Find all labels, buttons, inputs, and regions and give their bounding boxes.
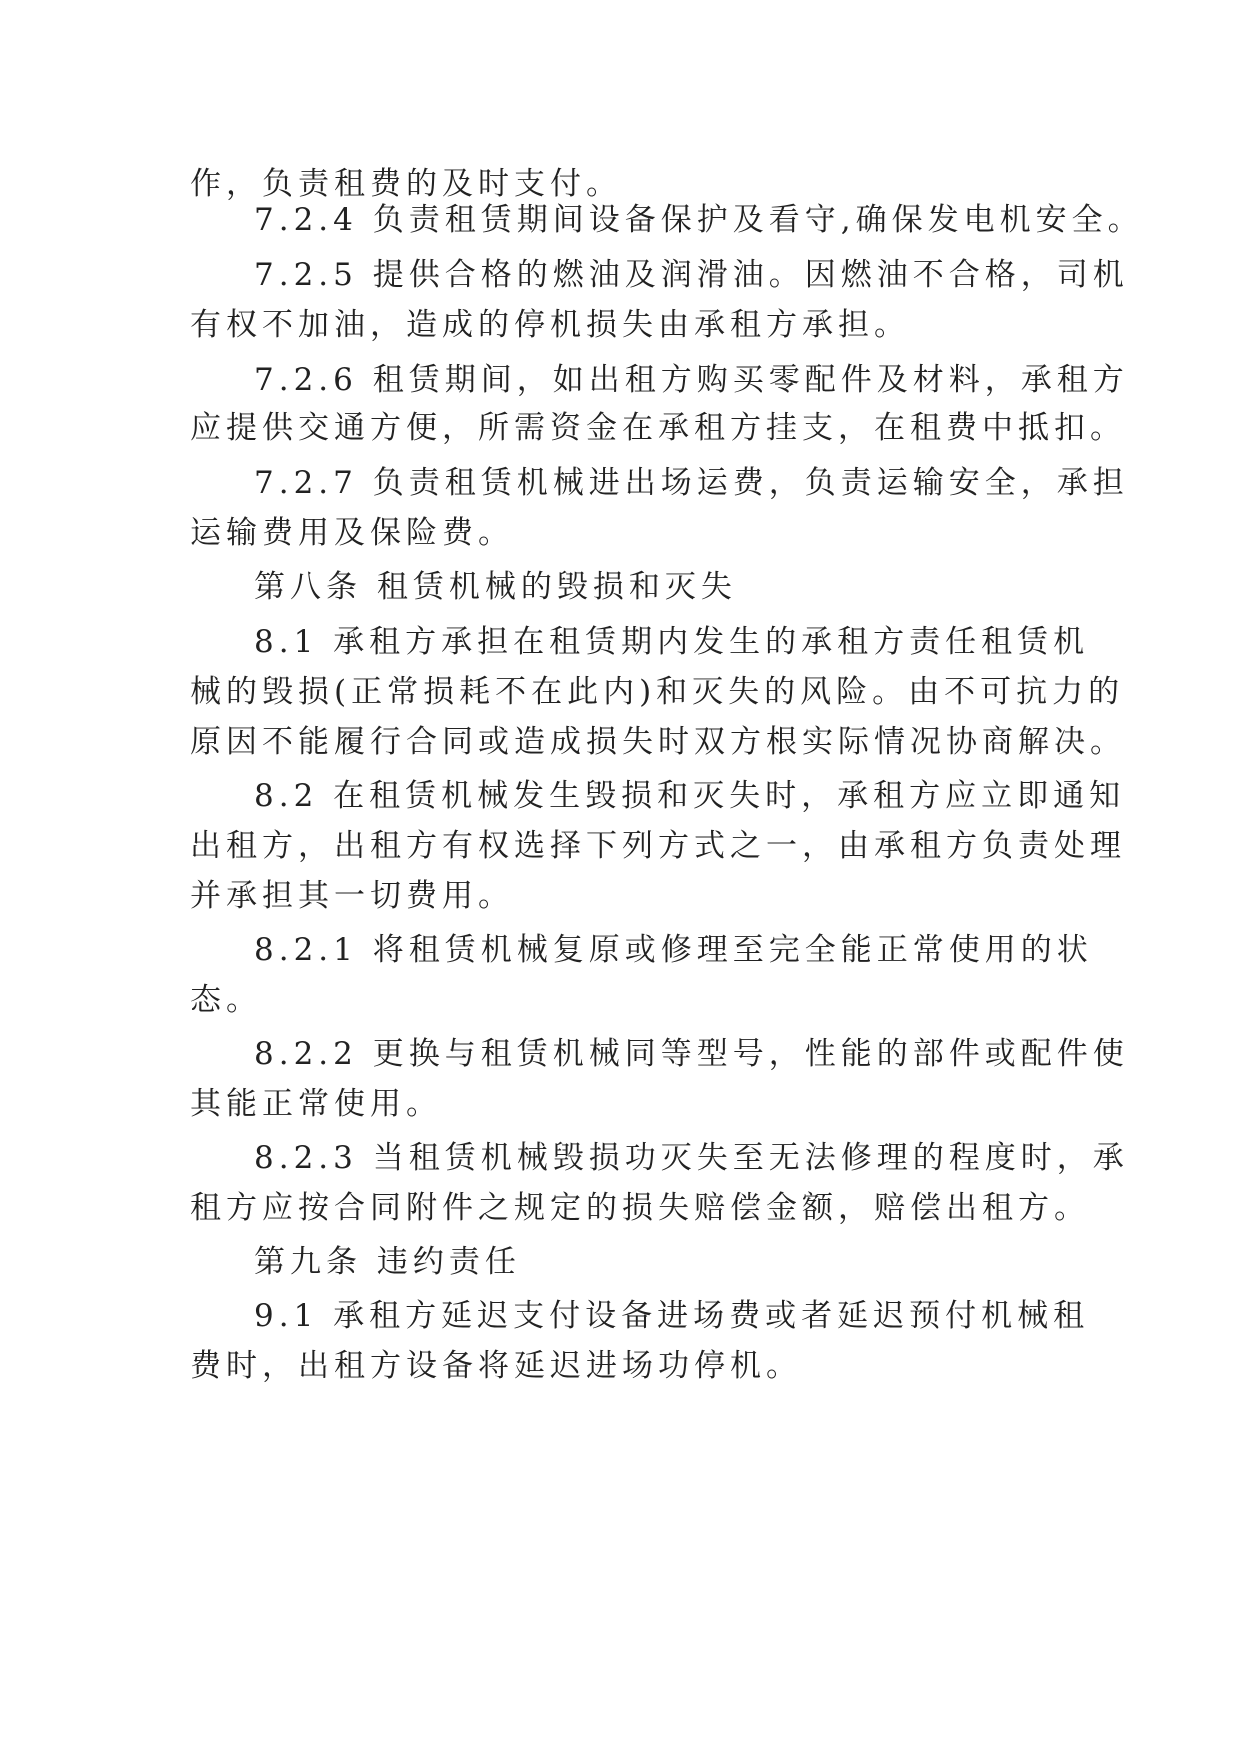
text-line: 7.2.4 负责租赁期间设备保护及看守,确保发电机安全。: [254, 202, 1144, 238]
text-line: 作，负责租费的及时支付。: [190, 166, 622, 202]
text-line: 租方应按合同附件之规定的损失赔偿金额，赔偿出租方。: [190, 1190, 1090, 1226]
text-line: 7.2.7 负责租赁机械进出场运费，负责运输安全，承担: [254, 465, 1129, 501]
text-line: 并承担其一切费用。: [190, 878, 514, 914]
section-heading: 第八条 租赁机械的毁损和灭失: [254, 569, 737, 605]
text-line: 8.2 在租赁机械发生毁损和灭失时，承租方应立即通知: [254, 778, 1126, 814]
text-line: 费时，出租方设备将延迟进场功停机。: [190, 1348, 802, 1384]
text-line: 其能正常使用。: [190, 1086, 442, 1122]
text-line: 有权不加油，造成的停机损失由承租方承担。: [190, 307, 910, 343]
text-line: 7.2.5 提供合格的燃油及润滑油。因燃油不合格，司机: [254, 257, 1129, 293]
section-heading: 第九条 违约责任: [254, 1244, 521, 1280]
text-line: 原因不能履行合同或造成损失时双方根实际情况协商解决。: [190, 724, 1126, 760]
text-line: 8.2.2 更换与租赁机械同等型号，性能的部件或配件使: [254, 1036, 1129, 1072]
text-line: 应提供交通方便，所需资金在承租方挂支，在租费中抵扣。: [190, 410, 1126, 446]
text-line: 态。: [190, 982, 262, 1018]
text-line: 出租方，出租方有权选择下列方式之一，由承租方负责处理: [190, 828, 1126, 864]
text-line: 8.2.1 将租赁机械复原或修理至完全能正常使用的状: [254, 932, 1093, 968]
text-line: 9.1 承租方延迟支付设备进场费或者延迟预付机械租: [254, 1298, 1090, 1334]
text-line: 运输费用及保险费。: [190, 515, 514, 551]
text-line: 械的毁损(正常损耗不在此内)和灭失的风险。由不可抗力的: [190, 674, 1125, 710]
text-line: 8.1 承租方承担在租赁期内发生的承租方责任租赁机: [254, 624, 1090, 660]
text-line: 8.2.3 当租赁机械毁损功灭失至无法修理的程度时，承: [254, 1140, 1129, 1176]
text-line: 7.2.6 租赁期间，如出租方购买零配件及材料，承租方: [254, 362, 1129, 398]
